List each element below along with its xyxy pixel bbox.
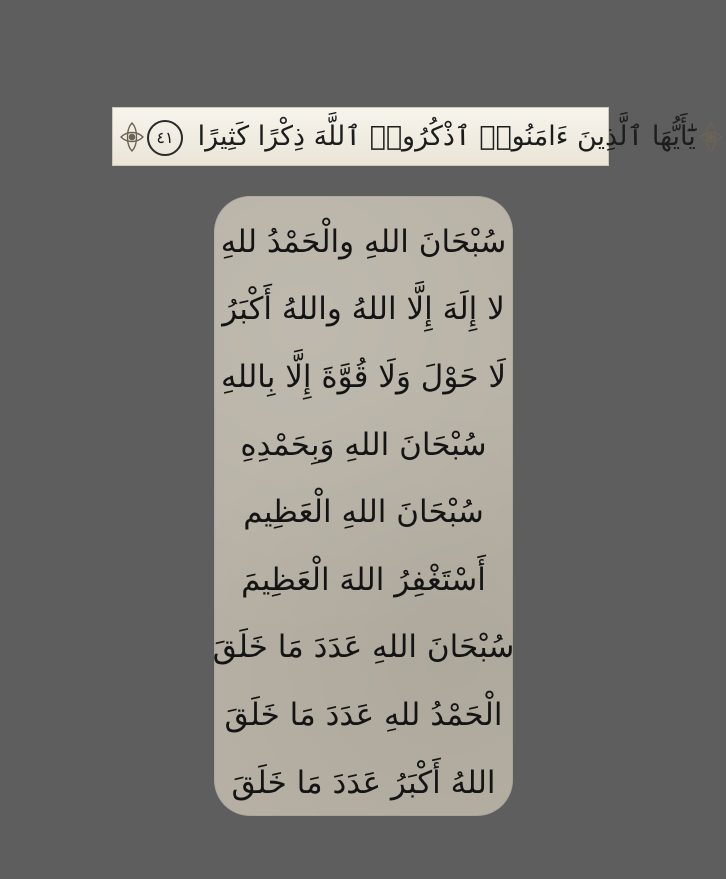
dhikr-list bbox=[214, 208, 513, 816]
dhikr-line: الْحَمْدُ للهِ عَدَدَ مَا خَلَقَ bbox=[224, 696, 503, 733]
dhikr-line: سُبْحَانَ اللهِ الْعَظِيم bbox=[243, 494, 484, 531]
dhikr-line: لَا حَوْلَ وَلَا قُوَّةَ إِلَّا بِاللهِ bbox=[220, 358, 507, 395]
floral-ornament-icon bbox=[696, 117, 726, 157]
dhikr-line: سُبْحَانَ اللهِ وَبِحَمْدِهِ bbox=[240, 426, 487, 463]
floral-ornament-icon bbox=[117, 117, 147, 157]
verse-banner bbox=[112, 107, 696, 166]
verse-body: يَٰٓأَيُّهَا ٱلَّذِينَ ءَامَنُوا۟ ٱذْكُرُوا۟ ٱللَّهَ ذِكْرًا كَثِيرًا bbox=[197, 121, 696, 152]
dhikr-line: أَسْتَغْفِرُ اللهَ الْعَظِيمَ bbox=[241, 561, 486, 598]
dhikr-line: اللهُ أَكْبَرُ عَدَدَ مَا خَلَقَ bbox=[231, 764, 496, 801]
dhikr-line: سُبْحَانَ اللهِ والْحَمْدُ للهِ bbox=[220, 223, 507, 260]
verse-number-badge: ٤١ bbox=[147, 120, 183, 156]
dhikr-card bbox=[214, 196, 513, 816]
dhikr-line: سُبْحَانَ اللهِ عَدَدَ مَا خَلَقَ bbox=[212, 629, 515, 666]
verse-text bbox=[147, 107, 696, 166]
dhikr-line: لا إِلَهَ إِلَّا اللهُ واللهُ أَكْبَرُ bbox=[222, 291, 505, 328]
